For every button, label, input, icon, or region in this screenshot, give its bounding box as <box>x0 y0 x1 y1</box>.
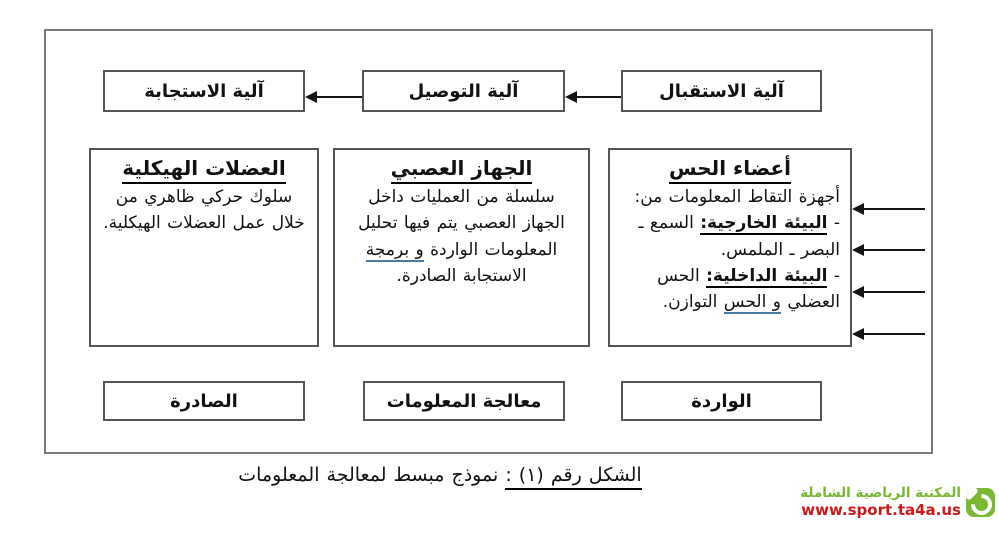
skeletal-muscles-body: سلوك حركي ظاهري من خلال عمل العضلات الهيكلية. <box>103 187 305 234</box>
box-incoming <box>621 381 822 421</box>
box-sense-organs <box>608 148 852 347</box>
box-processing-label: معالجة المعلومات <box>386 390 542 412</box>
site-url: www.sport.ta4a.us <box>801 500 961 519</box>
internal-environment-text2: التوازن. <box>662 292 718 313</box>
figure-caption-number: الشكل رقم (١) : <box>505 464 641 490</box>
figure-caption-text: نموذج مبسط لمعالجة المعلومات <box>238 464 499 486</box>
arrow-reception-to-transmission <box>568 96 621 98</box>
arrow-input-2 <box>855 249 925 251</box>
box-outgoing <box>103 381 305 421</box>
box-response-label: آلية الاستجابة <box>144 80 264 102</box>
box-skeletal-muscles <box>89 148 319 347</box>
arrow-input-3 <box>855 291 925 293</box>
arrow-input-1 <box>855 208 925 210</box>
box-outgoing-label: الصادرة <box>170 390 238 412</box>
box-incoming-label: الواردة <box>691 390 752 412</box>
box-processing <box>363 381 565 421</box>
box-reception-label: آلية الاستقبال <box>659 80 784 102</box>
site-watermark <box>800 486 995 518</box>
nervous-system-body: سلسلة من العمليات داخل الجهاز العصبي يتم فيها تحليل المعلومات الواردة و برمجة الاستجابة الصادرة. <box>358 187 565 287</box>
arrow-transmission-to-response <box>308 96 362 98</box>
internal-environment-label: البيئة الداخلية: <box>706 266 828 287</box>
internal-environment-text1: الحس العضلي <box>657 266 840 313</box>
arrow-input-4 <box>855 333 925 335</box>
skeletal-muscles-title: العضلات الهيكلية <box>101 156 307 180</box>
site-watermark-text <box>800 486 961 518</box>
site-logo-icon <box>966 488 995 517</box>
box-reception-mechanism <box>621 70 822 112</box>
sense-organs-body: أجهزة التقاط المعلومات من: - البيئة الخارجية: السمع ـ البصر ـ الملمس. - البيئة الداخلية: الحس العضلي و الحس التوازن. <box>634 187 840 313</box>
figure-caption <box>180 464 700 486</box>
box-transmission-mechanism <box>362 70 565 112</box>
nervous-system-title: الجهاز العصبي <box>345 156 578 180</box>
site-name: المكتبة الرياضية الشاملة <box>800 485 961 501</box>
external-environment-label: البيئة الخارجية: <box>700 213 828 234</box>
box-response-mechanism <box>103 70 305 112</box>
box-nervous-system <box>333 148 590 347</box>
external-environment-text: السمع ـ البصر ـ الملمس. <box>638 213 840 260</box>
box-transmission-label: آلية التوصيل <box>408 80 519 102</box>
nervous-system-underlined: و برمجة <box>365 239 424 260</box>
sense-organs-intro: أجهزة التقاط المعلومات من: <box>634 187 840 207</box>
sense-organs-title: أعضاء الحس <box>620 156 840 180</box>
internal-environment-underlined: و الحس <box>723 292 781 313</box>
